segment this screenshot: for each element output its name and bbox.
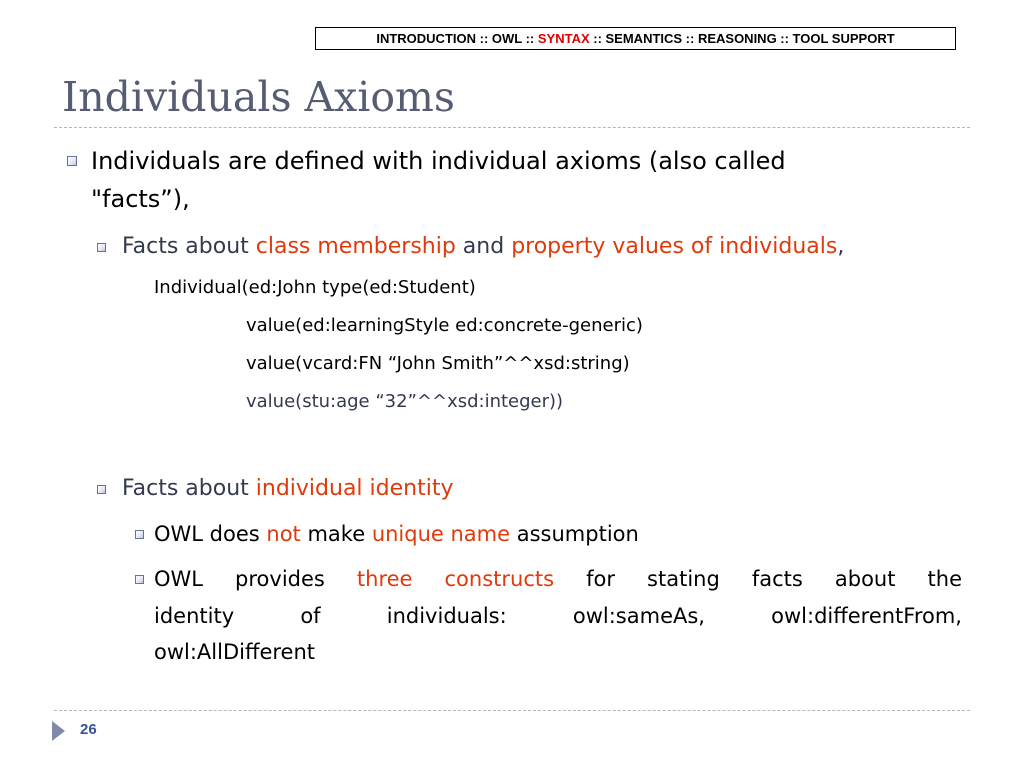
- identity-bullet: [122, 474, 453, 504]
- constructs-line-2: identity of individuals: owl:sameAs, owl:differentFrom,: [154, 603, 962, 628]
- identity-prefix: Facts about: [122, 476, 256, 501]
- unique-mid: make: [300, 522, 372, 546]
- membership-mid: and: [455, 234, 512, 259]
- constructs-highlight: three constructs: [356, 567, 555, 591]
- footer-divider: [54, 710, 970, 711]
- constructs-line-3: owl:AllDifferent: [154, 640, 315, 664]
- unique-name-bullet: [154, 516, 639, 552]
- title-divider: [54, 127, 970, 128]
- code-line-2: value(ed:learningStyle ed:concrete-generic): [246, 315, 643, 336]
- constructs-line-1: [154, 561, 962, 598]
- constructs-prefix: OWL provides: [154, 567, 357, 591]
- membership-bullet: [122, 232, 844, 262]
- constructs-line-1-rest: for stating facts about the: [586, 567, 962, 591]
- nav-items-before: INTRODUCTION :: OWL ::: [376, 31, 538, 46]
- membership-suffix: ,: [837, 234, 845, 259]
- unique-highlight-name: unique name: [371, 522, 511, 546]
- nav-item-active: SYNTAX: [537, 31, 590, 46]
- main-bullet-line-2: "facts”),: [91, 185, 190, 213]
- checkbox-bullet-icon: [135, 575, 144, 584]
- membership-highlight-class: class membership: [255, 234, 456, 259]
- play-arrow-icon: [52, 721, 65, 741]
- membership-prefix: Facts about: [122, 234, 256, 259]
- unique-suffix: assumption: [510, 522, 639, 546]
- unique-prefix: OWL does: [154, 522, 267, 546]
- code-line-1: Individual(ed:John type(ed:Student): [154, 277, 476, 298]
- checkbox-bullet-icon: [135, 530, 144, 539]
- checkbox-bullet-icon: [67, 156, 77, 166]
- page-number: 26: [80, 721, 97, 738]
- code-line-3: value(vcard:FN “John Smith”^^xsd:string): [246, 353, 630, 374]
- identity-highlight: individual identity: [255, 476, 454, 501]
- section-navigation: [315, 27, 956, 50]
- main-bullet-line-1: Individuals are defined with individual axioms (also called: [91, 147, 786, 175]
- nav-items-after: :: SEMANTICS :: REASONING :: TOOL SUPPORT: [589, 31, 895, 46]
- constructs-bullet: [154, 561, 962, 671]
- checkbox-bullet-icon: [97, 243, 106, 252]
- unique-highlight-not: not: [266, 522, 301, 546]
- slide-title: Individuals Axioms: [62, 73, 455, 121]
- membership-highlight-values: property values of individuals: [511, 234, 838, 259]
- checkbox-bullet-icon: [97, 485, 106, 494]
- code-line-4: value(stu:age “32”^^xsd:integer)): [246, 391, 564, 412]
